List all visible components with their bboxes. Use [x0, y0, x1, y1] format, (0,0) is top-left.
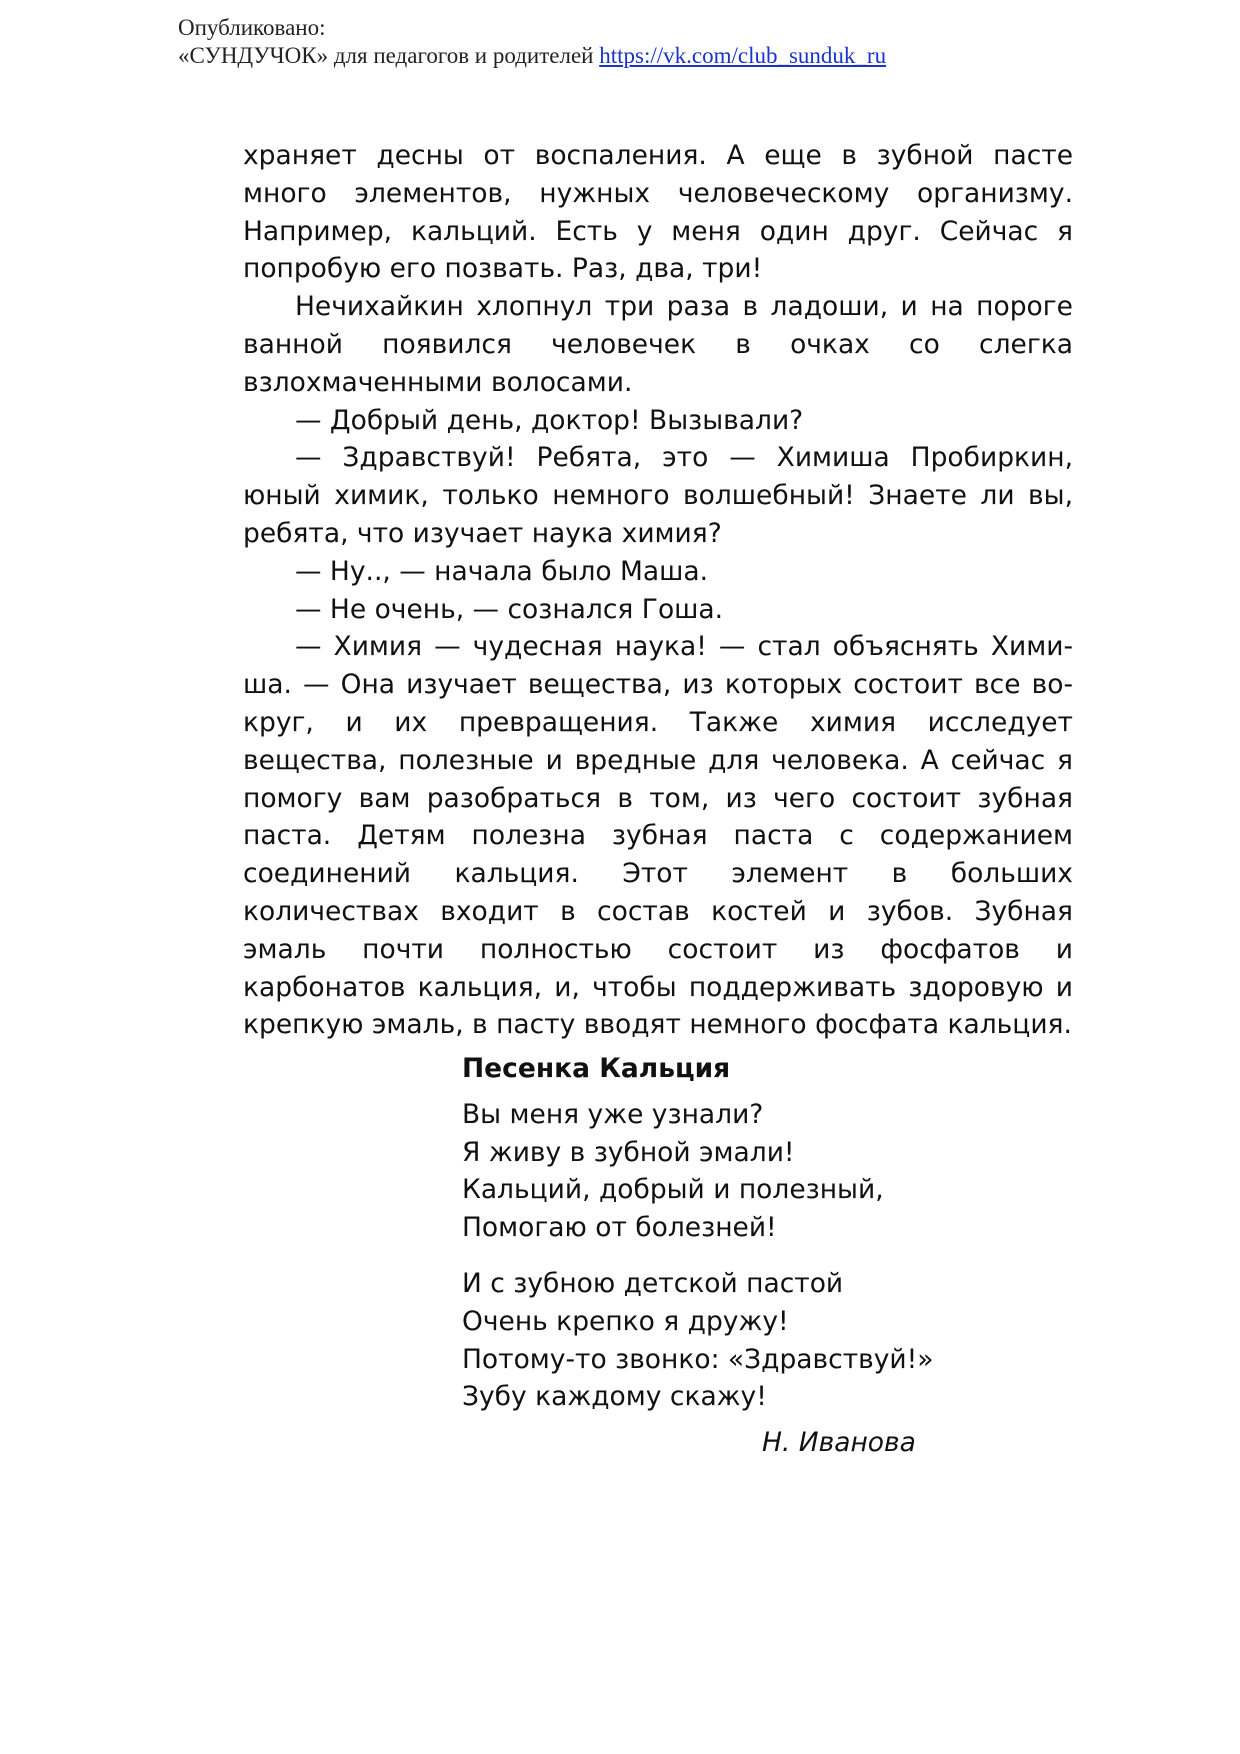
poem-line: Кальций, добрый и полезный,: [462, 1174, 884, 1206]
paragraph: храняет десны от воспаления. А еще в зубной пасте много элементов, нужных человеческому организму. Например, кальций. Есть у меня один друг. Сейчас я попробую его позвать. Раз, два, три!: [243, 140, 1073, 285]
poem-line: Я живу в зубной эмали!: [462, 1136, 795, 1168]
poem-line: Потому-то звонко: «Здравствуй!»: [462, 1343, 934, 1375]
poem-line: Помогаю от болезней!: [462, 1212, 777, 1244]
story-text: [243, 137, 1073, 1044]
dialogue-line: — Не очень, — сознался Гоша.: [295, 593, 724, 625]
dialogue-line: — Химия — чудесная наука! — стал объяснять Химиша. — Она изучает вещества, из которых состоит все вокруг, и их превращения. Также химия исследует вещества, полезные и вредные для человека. А сейчас я помогу вам разобраться в том, из чего состоит зубная паста. Детям полезна зубная паста с содержанием соединений кальция. Этот элемент в больших количествах входит в состав костей и зубов. Зубная эмаль почти полностью состоит из фосфатов и карбонатов кальция, и, чтобы поддерживать здоровую и крепкую эмаль, в пасту вводят немного фосфата кальция.: [243, 631, 1073, 1041]
published-label: Опубликовано:: [178, 15, 326, 40]
publisher-line: [178, 42, 886, 70]
dialogue-line: — Ну.., — начала было Маша.: [295, 555, 709, 587]
paragraph: Нечихайкин хлопнул три раза в ладоши, и на пороге ванной появился человечек в очках со слегка взлохмаченными волосами.: [243, 291, 1073, 398]
poem-line: И с зубною детской пастой: [462, 1267, 844, 1299]
publisher-name: «СУНДУЧОК» для педагогов и родителей: [178, 43, 600, 68]
poem-stanza-1: [462, 1096, 934, 1247]
dialogue-line: — Добрый день, доктор! Вызывали?: [295, 404, 804, 436]
poem-line: Вы меня уже узнали?: [462, 1098, 764, 1130]
poem-stanza-2: [462, 1265, 934, 1416]
poem-author: Н. Иванова: [762, 1427, 916, 1458]
poem-line: Зубу каждому скажу!: [462, 1381, 767, 1413]
poem-title: Песенка Кальция: [462, 1053, 731, 1084]
vk-club-link[interactable]: https://vk.com/club_sunduk_ru: [599, 43, 887, 68]
dialogue-line: — Здравствуй! Ребята, это — Химиша Пробиркин, юный химик, только немного волшебный! Знаете ли вы, ребята, что изучает наука химия?: [243, 442, 1073, 549]
publication-header: [178, 14, 886, 70]
poem: [462, 1050, 934, 1434]
poem-line: Очень крепко я дружу!: [462, 1305, 789, 1337]
